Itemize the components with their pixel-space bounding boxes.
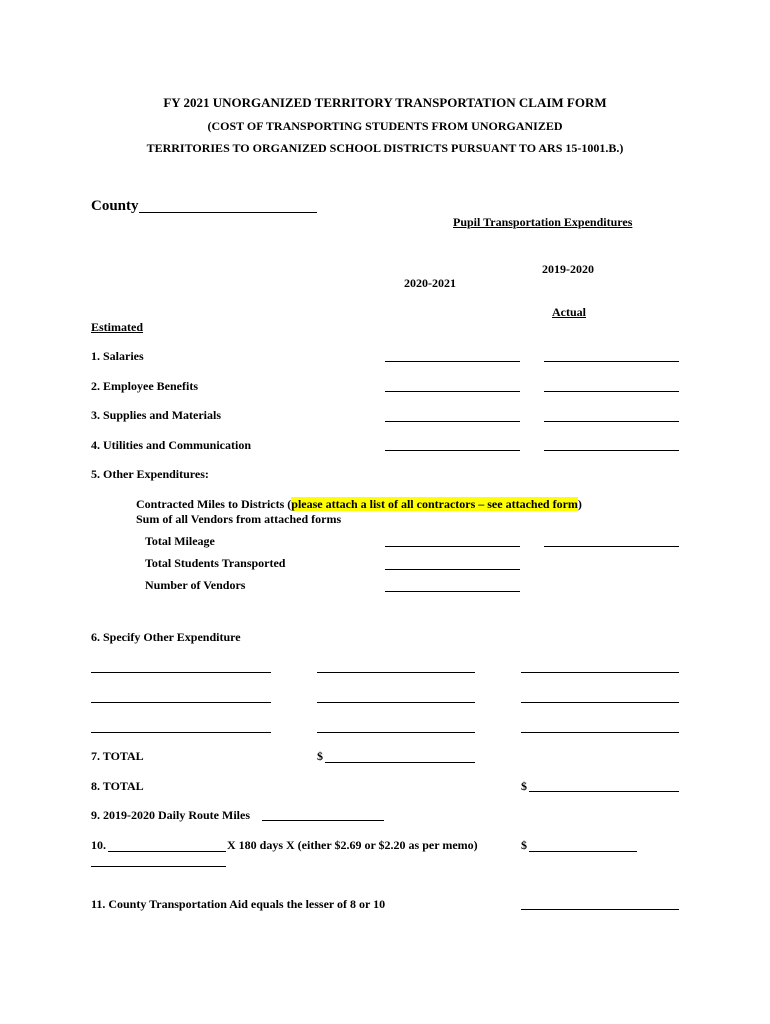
total-7-input[interactable] (325, 762, 475, 763)
utilities-2020-input[interactable] (385, 450, 520, 451)
county-transportation-aid-label: 11. County Transportation Aid equals the lesser of 8 or 10 (91, 897, 386, 911)
benefits-2020-input[interactable] (385, 391, 520, 392)
column-2019-2020: 2019-2020 (542, 262, 594, 276)
supplies-2020-input[interactable] (385, 421, 520, 422)
other-expenditure-name-2[interactable] (91, 702, 271, 703)
item-10-miles-input[interactable] (108, 851, 226, 852)
total-7-dollar: $ (317, 749, 323, 763)
form-subtitle-line-1: (COST OF TRANSPORTING STUDENTS FROM UNORGANIZED (207, 119, 563, 133)
item-10-dollar: $ (521, 838, 527, 852)
county-label: County (91, 198, 139, 214)
attach-contractors-note: please attach a list of all contractors – see attached form (291, 497, 578, 511)
vendors-sum-label: Sum of all Vendors from attached forms (136, 512, 342, 526)
utilities-2019-input[interactable] (544, 450, 679, 451)
total-students-label: Total Students Transported (145, 556, 286, 570)
county-transportation-aid-input[interactable] (521, 909, 679, 910)
form-subtitle-line-2: TERRITORIES TO ORGANIZED SCHOOL DISTRICTS PURSUANT TO ARS 15-1001.B.) (146, 141, 624, 155)
total-8-dollar: $ (521, 779, 527, 793)
other-expenditure-2019-2[interactable] (521, 702, 679, 703)
other-expenditure-name-1[interactable] (91, 672, 271, 673)
item-salaries: 1. Salaries (91, 349, 144, 363)
salaries-2020-input[interactable] (385, 361, 520, 362)
other-expenditure-2020-2[interactable] (317, 702, 475, 703)
students-input[interactable] (385, 569, 520, 570)
mileage-2020-input[interactable] (385, 546, 520, 547)
specify-other-expenditure-label: 6. Specify Other Expenditure (91, 630, 241, 644)
form-title: FY 2021 UNORGANIZED TERRITORY TRANSPORTATION CLAIM FORM (163, 95, 607, 110)
expenditures-heading: Pupil Transportation Expenditures (453, 215, 633, 229)
total-7-label: 7. TOTAL (91, 749, 144, 763)
salaries-2019-input[interactable] (544, 361, 679, 362)
contracted-prefix: Contracted Miles to Districts ( (136, 497, 292, 511)
total-8-input[interactable] (529, 791, 679, 792)
item-10-amount-input[interactable] (529, 851, 637, 852)
total-8-label: 8. TOTAL (91, 779, 144, 793)
column-estimated: Estimated (91, 320, 143, 334)
total-mileage-label: Total Mileage (145, 534, 215, 548)
item-10-number: 10. (91, 838, 106, 852)
other-expenditure-name-3[interactable] (91, 732, 271, 733)
item-supplies: 3. Supplies and Materials (91, 408, 222, 422)
item-utilities: 4. Utilities and Communication (91, 438, 252, 452)
item-10-formula: X 180 days X (either $2.69 or $2.20 as per memo) (227, 838, 478, 852)
contracted-suffix: ) (577, 497, 582, 511)
number-of-vendors-label: Number of Vendors (145, 578, 246, 592)
contracted-miles-label (136, 497, 582, 512)
mileage-2019-input[interactable] (544, 546, 679, 547)
column-actual: Actual (552, 305, 586, 319)
item-other-expenditures: 5. Other Expenditures: (91, 467, 209, 481)
county-input-line[interactable] (139, 212, 317, 213)
column-2020-2021: 2020-2021 (404, 276, 456, 290)
other-expenditure-2019-1[interactable] (521, 672, 679, 673)
other-expenditure-2019-3[interactable] (521, 732, 679, 733)
other-expenditure-2020-3[interactable] (317, 732, 475, 733)
other-expenditure-2020-1[interactable] (317, 672, 475, 673)
route-miles-input[interactable] (262, 820, 384, 821)
item-10-continuation-line[interactable] (91, 866, 226, 867)
benefits-2019-input[interactable] (544, 391, 679, 392)
supplies-2019-input[interactable] (544, 421, 679, 422)
vendors-input[interactable] (385, 591, 520, 592)
route-miles-label: 9. 2019-2020 Daily Route Miles (91, 808, 250, 822)
item-employee-benefits: 2. Employee Benefits (91, 379, 198, 393)
